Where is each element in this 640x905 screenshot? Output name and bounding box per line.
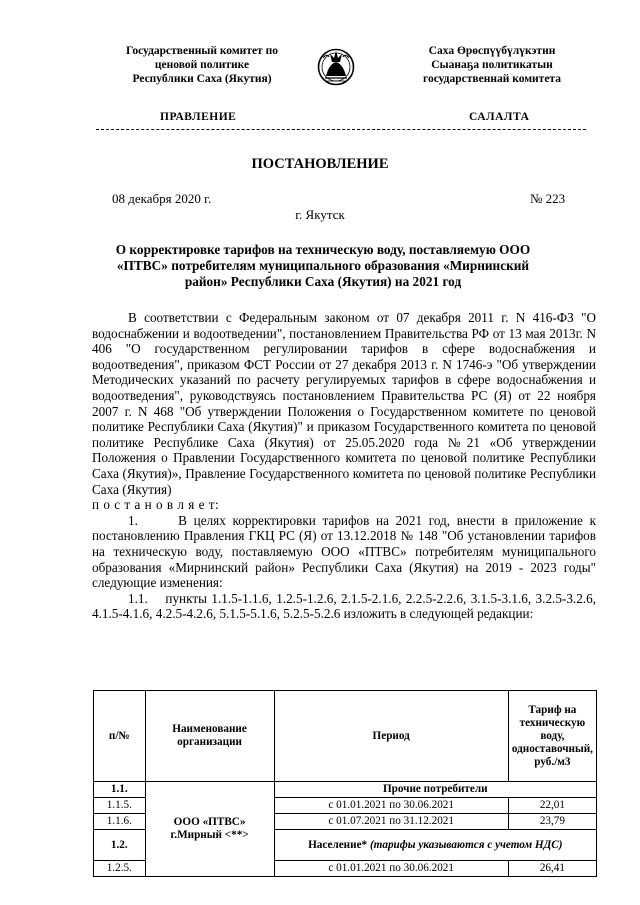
yakutia-coat-of-arms-icon <box>317 40 355 94</box>
header-num: п/№ <box>94 691 146 782</box>
table-header-row <box>94 691 597 782</box>
header-left-line-3: Республики Саха (Якутия) <box>132 73 272 85</box>
section-title: Прочие потребители <box>274 782 596 798</box>
section-note: (тарифы указываются с учетом НДС) <box>369 838 563 851</box>
table-row <box>94 782 597 798</box>
row-period: с 01.01.2021 по 30.06.2021 <box>274 861 508 877</box>
document-body <box>92 310 596 622</box>
header-right-line-3: государственнай комитета <box>423 73 561 85</box>
row-period: с 01.07.2021 по 31.12.2021 <box>274 814 508 830</box>
section-title <box>274 830 596 861</box>
body-paragraph-3: 1.1. пункты 1.1.5-1.1.6, 1.2.5-1.2.6, 2.1.5-2.1.6, 2.2.5-2.2.6, 3.1.5-3.1.6, 3.2.5-3.2.6, 4.1.5-4.1.6, 4.2.5-4.2.6, 5.1.5-5.1.6, 5.2.5-5.2.6 изложить в следующей редакции: <box>92 590 596 622</box>
document-date: 08 декабря 2020 г. <box>112 191 212 206</box>
header-divider <box>96 129 586 130</box>
body-paragraph-2: 1. В целях корректировки тарифов на 2021 год, внести в приложение к постановлению Правления ГКЦ РС (Я) от 13.12.2018 № 148 "Об установлении тарифов на техническую воду, поставляемую ООО «ПТВС» потребителям муниципального образования «Мирнинский район» Республики Саха (Якутия) на 2019 - 2023 годы" следующие изменения: <box>92 512 596 591</box>
row-period: с 01.01.2021 по 30.06.2021 <box>274 798 508 814</box>
row-value: 26,41 <box>508 861 596 877</box>
header-period: Период <box>274 691 508 782</box>
org-name-cell: ООО «ПТВС» г.Мирный <**> <box>145 782 274 877</box>
tariff-table <box>93 690 597 877</box>
header-right-sub: САЛАЛТА <box>469 111 530 123</box>
row-value: 23,79 <box>508 814 596 830</box>
header-left-line-2: ценовой политике <box>154 59 250 71</box>
document-number: № 223 <box>530 191 566 206</box>
document-title: ПОСТАНОВЛЕНИЕ <box>251 156 389 172</box>
body-resolves: п о с т а н о в л я е т: <box>92 497 220 513</box>
row-num: 1.1. <box>94 782 146 798</box>
header-right-line-1: Саха Өрөспүүбүлүкэтин <box>428 45 556 57</box>
header-right-line-2: Сыанаҕа политикатын <box>431 59 553 71</box>
row-num: 1.2.5. <box>94 861 146 877</box>
row-num: 1.1.6. <box>94 814 146 830</box>
row-value: 22,01 <box>508 798 596 814</box>
row-num: 1.2. <box>94 830 146 861</box>
header-left-sub: ПРАВЛЕНИЕ <box>160 111 237 123</box>
body-paragraph-1: В соответствии с Федеральным законом от 07 декабря 2011 г. N 416-ФЗ "О водоснабжении и водоотведении", постановлением Правительства РФ от 13 мая 2013г. N 406 "О государственном регулировании тарифов в сфере водоснабжения и водоотведения", приказом ФСТ России от 27 декабря 2013 г. N 1746-э "Об утверждении Методических указаний по расчету регулируемых тарифов в сфере водоснабжения и водоотведения", руководствуясь постановлением Правительства РС (Я) от 22 ноября 2007 г. N 468 "Об утверждении Положения о Государственном комитете по ценовой политике Республики Саха (Якутия)" и приказом Государственного комитета по ценовой политике Республике Саха (Якутия) от 25.05.2020 года №21 «Об утверждении Положения о Правлении Государственного комитета по ценовой политике Республики Саха (Якутия)», Правление Государственного комитета по ценовой политике Республики Саха (Якутия) <box>92 310 596 497</box>
header-left <box>97 44 307 86</box>
row-num: 1.1.5. <box>94 798 146 814</box>
header-tariff: Тариф на техническую воду, одноставочный, руб./м3 <box>508 691 596 782</box>
header-org: Наименование организации <box>145 691 274 782</box>
document-heading: О корректировке тарифов на техническую воду, поставляемую ООО «ПТВС» потребителям муниципального образования «Мирнинский район» Республики Саха (Якутия) на 2021 год <box>115 242 531 289</box>
document-city: г. Якутск <box>295 207 345 222</box>
header-right <box>387 44 597 86</box>
header-left-line-1: Государственный комитет по <box>126 45 278 57</box>
section-title-text: Население* <box>308 838 368 851</box>
